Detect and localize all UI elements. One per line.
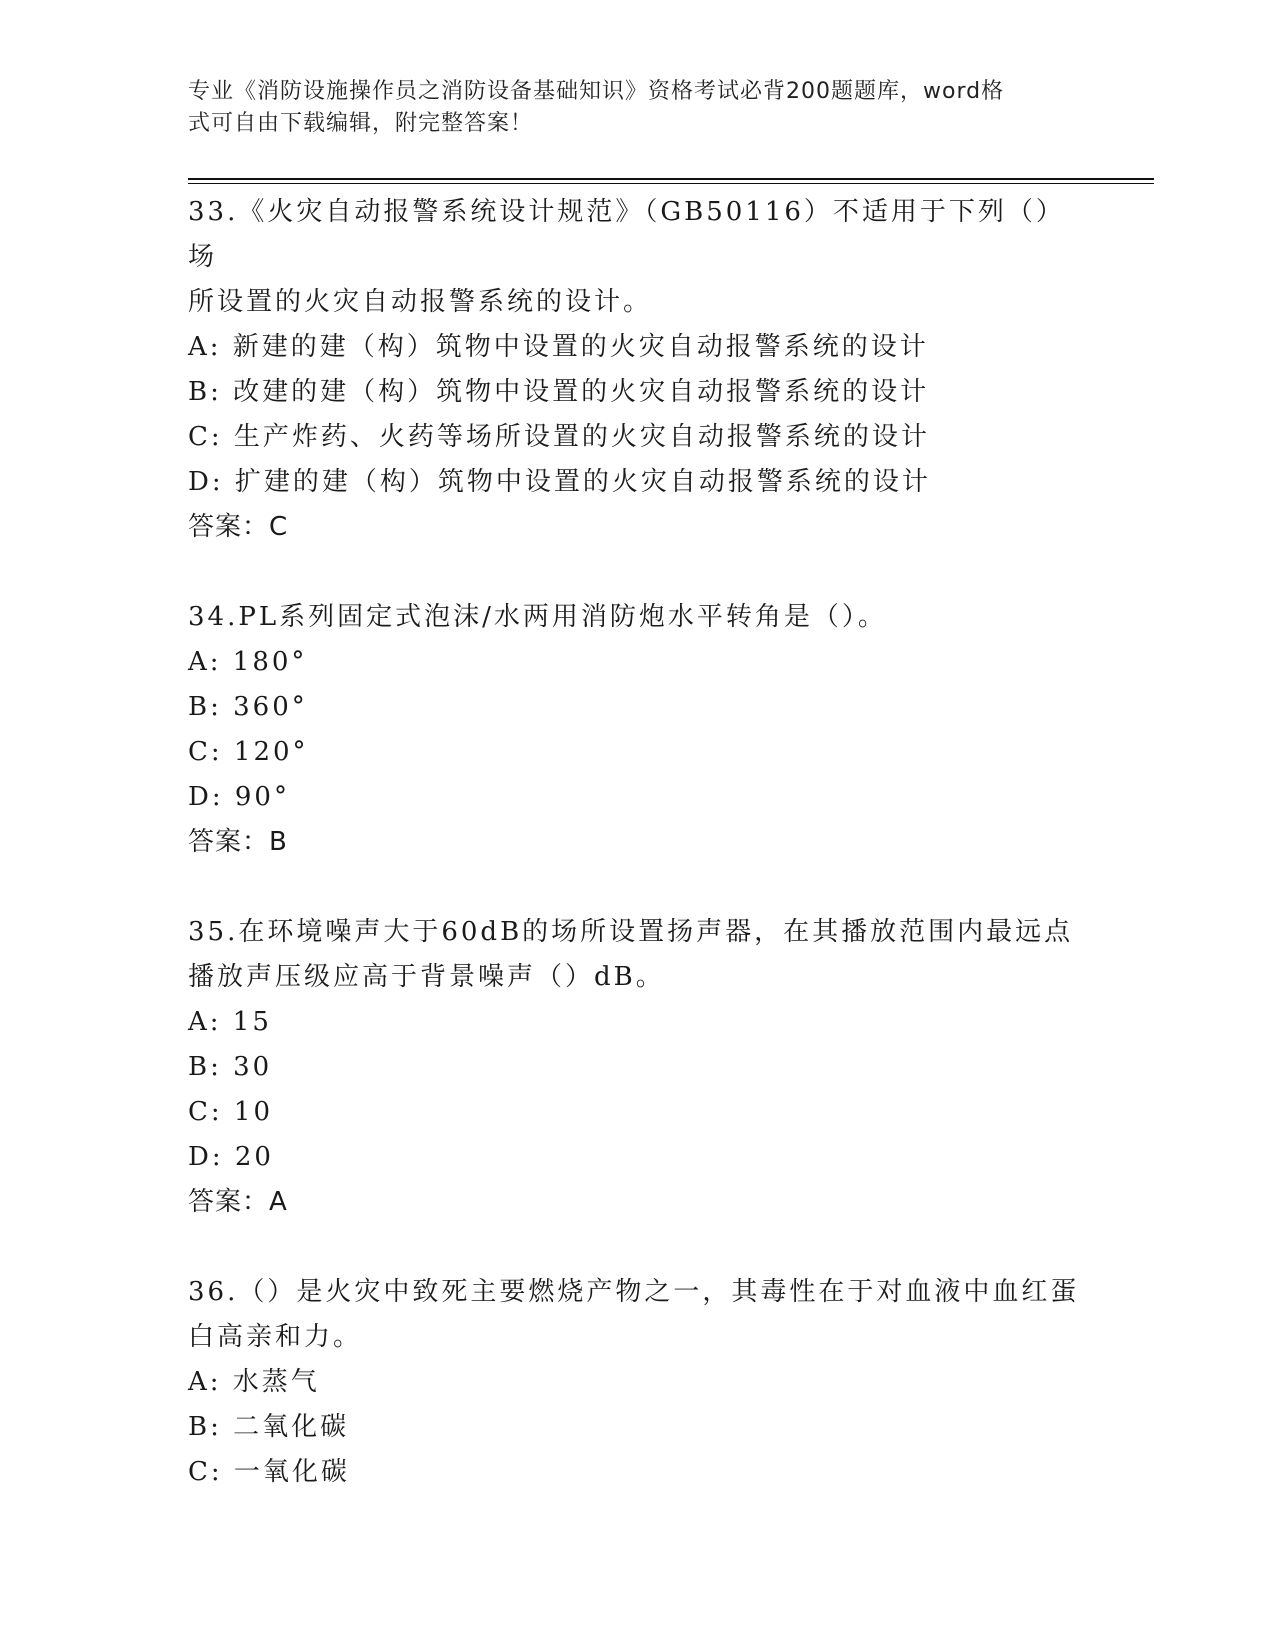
- question-stem-line: 所设置的火灾自动报警系统的设计。: [188, 287, 653, 317]
- option-b: B: 360°: [188, 692, 308, 722]
- question-33: [188, 190, 1088, 550]
- header-line-1: 专业《消防设施操作员之消防设备基础知识》资格考试必背200题题库，word格: [188, 79, 1005, 104]
- option-a: A: 180°: [188, 647, 308, 677]
- question-stem-line: 35.在环境噪声大于60dB的场所设置扬声器，在其播放范围内最远点: [188, 917, 1074, 947]
- option-a: A: 15: [188, 1007, 272, 1037]
- option-d: D: 扩建的建（构）筑物中设置的火灾自动报警系统的设计: [188, 467, 931, 497]
- answer: 答案：A: [188, 1187, 288, 1217]
- question-36: [188, 1270, 1088, 1495]
- question-34: [188, 595, 1088, 865]
- option-b: B: 二氧化碳: [188, 1412, 350, 1442]
- question-stem-line: 33.《火灾自动报警系统设计规范》（GB50116）不适用于下列（）场: [188, 197, 1065, 272]
- question-stem-line: 34.PL系列固定式泡沫/水两用消防炮水平转角是（）。: [188, 602, 887, 632]
- question-stem-line: 36.（）是火灾中致死主要燃烧产物之一，其毒性在于对血液中血红蛋: [188, 1277, 1080, 1307]
- option-a: A: 新建的建（构）筑物中设置的火灾自动报警系统的设计: [188, 332, 929, 362]
- answer: 答案：B: [188, 827, 288, 857]
- option-c: C: 10: [188, 1097, 274, 1127]
- question-35: [188, 910, 1088, 1225]
- option-c: C: 120°: [188, 737, 309, 767]
- option-b: B: 改建的建（构）筑物中设置的火灾自动报警系统的设计: [188, 377, 930, 407]
- option-c: C: 一氧化碳: [188, 1457, 350, 1487]
- question-stem-line: 播放声压级应高于背景噪声（）dB。: [188, 962, 665, 992]
- option-b: B: 30: [188, 1052, 273, 1082]
- question-list: [188, 190, 1088, 1495]
- document-header: [188, 76, 1068, 140]
- option-d: D: 20: [188, 1142, 274, 1172]
- answer: 答案：C: [188, 512, 289, 542]
- header-divider-thick: [188, 178, 1154, 180]
- header-line-2: 式可自由下载编辑，附完整答案！: [188, 111, 534, 136]
- option-a: A: 水蒸气: [188, 1367, 320, 1397]
- header-divider-thin: [188, 183, 1154, 184]
- option-c: C: 生产炸药、火药等场所设置的火灾自动报警系统的设计: [188, 422, 930, 452]
- question-stem-line: 白高亲和力。: [188, 1322, 363, 1352]
- option-d: D: 90°: [188, 782, 290, 812]
